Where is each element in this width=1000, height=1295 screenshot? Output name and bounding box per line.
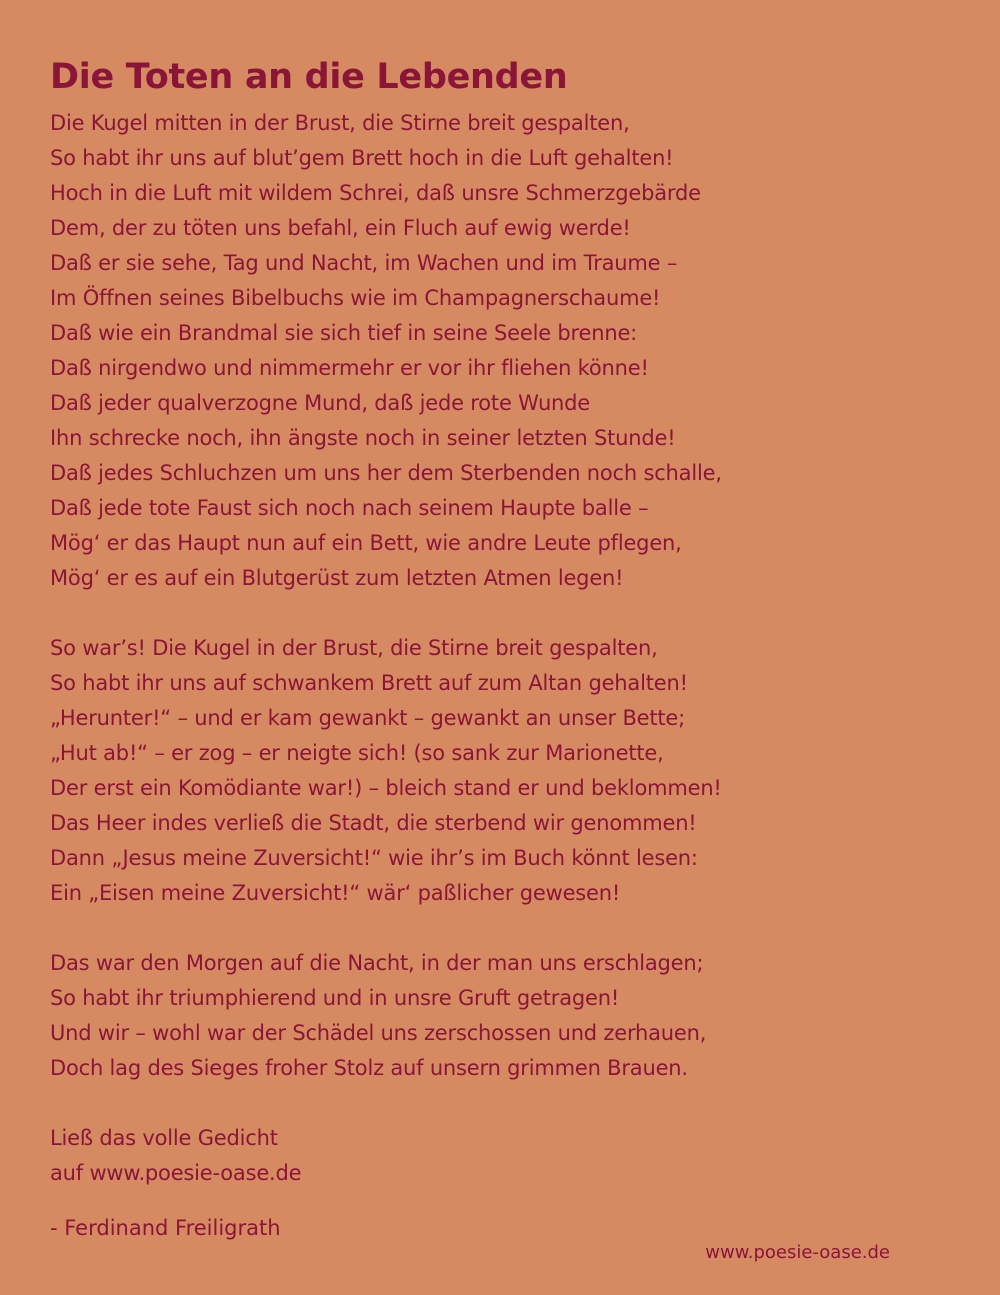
poem-page [50,54,980,1246]
poem-line: So habt ihr triumphierend und in unsre Gruft getragen! [50,986,620,1010]
note-line: Ließ das volle Gedicht [50,1126,278,1150]
poem-line: Und wir – wohl war der Schädel uns zerschossen und zerhauen, [50,1021,707,1045]
poem-line: Im Öffnen seines Bibelbuchs wie im Champagnerschaume! [50,286,661,310]
note-link[interactable]: auf www.poesie-oase.de [50,1161,302,1185]
poem-line: Dem, der zu töten uns befahl, ein Fluch auf ewig werde! [50,216,631,240]
poem-line: Daß jedes Schluchzen um uns her dem Sterbenden noch schalle, [50,461,722,485]
poem-line: Daß jeder qualverzogne Mund, daß jede rote Wunde [50,391,591,415]
poem-author: - Ferdinand Freiligrath [50,1216,281,1240]
poem-line: So habt ihr uns auf blut’gem Brett hoch in die Luft gehalten! [50,146,674,170]
poem-line: Das war den Morgen auf die Nacht, in der man uns erschlagen; [50,951,704,975]
stanza-2 [50,631,980,911]
stanza-3 [50,946,980,1086]
footer-website-link[interactable]: www.poesie-oase.de [705,1242,890,1263]
poem-title: Die Toten an die Lebenden [50,57,568,97]
poem-line: Daß er sie sehe, Tag und Nacht, im Wachen und im Traume – [50,251,678,275]
poem-line: Daß wie ein Brandmal sie sich tief in seine Seele brenne: [50,321,638,345]
poem-line: Das Heer indes verließ die Stadt, die sterbend wir genommen! [50,811,697,835]
stanza-1 [50,106,980,596]
poem-line: Dann „Jesus meine Zuversicht!“ wie ihr’s im Buch könnt lesen: [50,846,698,870]
poem-line: Der erst ein Komödiante war!) – bleich stand er und beklommen! [50,776,722,800]
poem-line: So war’s! Die Kugel in der Brust, die Stirne breit gespalten, [50,636,658,660]
poem-line: „Herunter!“ – und er kam gewankt – gewankt an unser Bette; [50,706,686,730]
poem-line: Daß jede tote Faust sich noch nach seinem Haupte balle – [50,496,649,520]
poem-line: Mög‘ er es auf ein Blutgerüst zum letzten Atmen legen! [50,566,624,590]
poem-line: Ein „Eisen meine Zuversicht!“ wär‘ paßlicher gewesen! [50,881,621,905]
poem-line: Hoch in die Luft mit wildem Schrei, daß unsre Schmerzgebärde [50,181,701,205]
poem-line: Doch lag des Sieges froher Stolz auf unsern grimmen Brauen. [50,1056,688,1080]
poem-line: Daß nirgendwo und nimmermehr er vor ihr fliehen könne! [50,356,649,380]
poem-line: Ihn schrecke noch, ihn ängste noch in seiner letzten Stunde! [50,426,676,450]
poem-line: So habt ihr uns auf schwankem Brett auf zum Altan gehalten! [50,671,688,695]
poem-line: Mög‘ er das Haupt nun auf ein Bett, wie andre Leute pflegen, [50,531,682,555]
poem-line: „Hut ab!“ – er zog – er neigte sich! (so sank zur Marionette, [50,741,664,765]
full-poem-note [50,1121,980,1191]
poem-line: Die Kugel mitten in der Brust, die Stirne breit gespalten, [50,111,630,135]
